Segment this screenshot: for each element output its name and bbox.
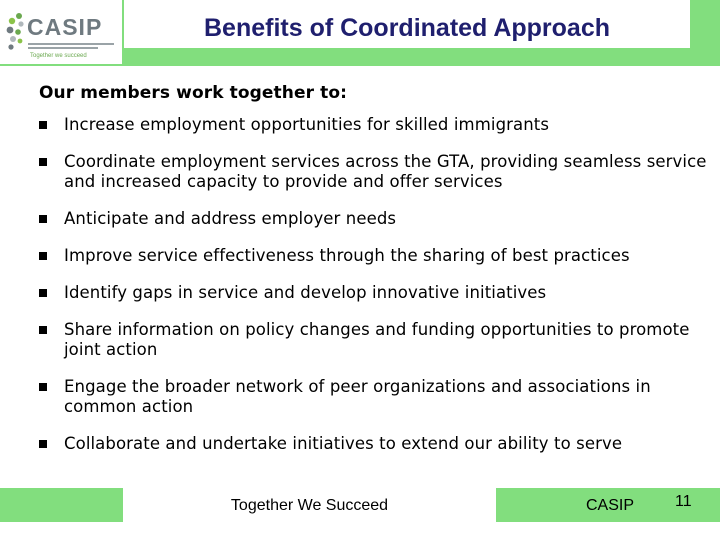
bullet-text: Anticipate and address employer needs <box>64 209 397 228</box>
intro-text: Our members work together to: <box>39 83 347 103</box>
footer-band <box>0 488 720 522</box>
bullet-text: Increase employment opportunities for skilled immigrants <box>64 115 550 134</box>
logo-fine-print <box>28 43 114 45</box>
logo-tagline: Together we succeed <box>30 53 87 59</box>
slide-content <box>39 83 709 471</box>
bullet-text: Collaborate and undertake initiatives to extend our ability to serve <box>64 434 623 453</box>
slide-title: Benefits of Coordinated Approach <box>203 14 611 42</box>
bullet-square-icon <box>39 158 47 166</box>
bullet-text: Share information on policy changes and funding opportunities to promote joint action <box>64 320 690 359</box>
bullet-item <box>39 434 709 454</box>
bullet-text: Identify gaps in service and develop innovative initiatives <box>64 283 547 302</box>
footer-slogan: Together We Succeed <box>230 497 389 514</box>
logo-text: CASIP <box>27 14 103 40</box>
bullet-square-icon <box>39 121 47 129</box>
bullet-text: Improve service effectiveness through the sharing of best practices <box>64 246 630 265</box>
logo-mark-icon <box>5 12 27 52</box>
bullet-item <box>39 115 709 135</box>
bullet-square-icon <box>39 215 47 223</box>
bullet-square-icon <box>39 440 47 448</box>
bullet-square-icon <box>39 289 47 297</box>
bullet-square-icon <box>39 383 47 391</box>
bullet-item <box>39 246 709 266</box>
bullet-text: Coordinate employment services across the GTA, providing seamless service and increased capacity to provide and offer services <box>64 152 707 191</box>
bullet-square-icon <box>39 326 47 334</box>
footer-brand: CASIP <box>586 497 635 514</box>
bullet-item <box>39 283 709 303</box>
bullet-item <box>39 209 709 229</box>
page-number: 11 <box>675 493 692 510</box>
bullet-text: Engage the broader network of peer organizations and associations in common action <box>64 377 651 416</box>
bullet-square-icon <box>39 252 47 260</box>
bullet-item <box>39 377 709 417</box>
bullet-item <box>39 320 709 360</box>
footer-slogan-box <box>123 488 496 522</box>
logo-fine-print <box>28 47 98 49</box>
title-box <box>124 0 690 48</box>
logo <box>0 0 122 64</box>
bullet-item <box>39 152 709 192</box>
bullet-list <box>39 115 709 454</box>
